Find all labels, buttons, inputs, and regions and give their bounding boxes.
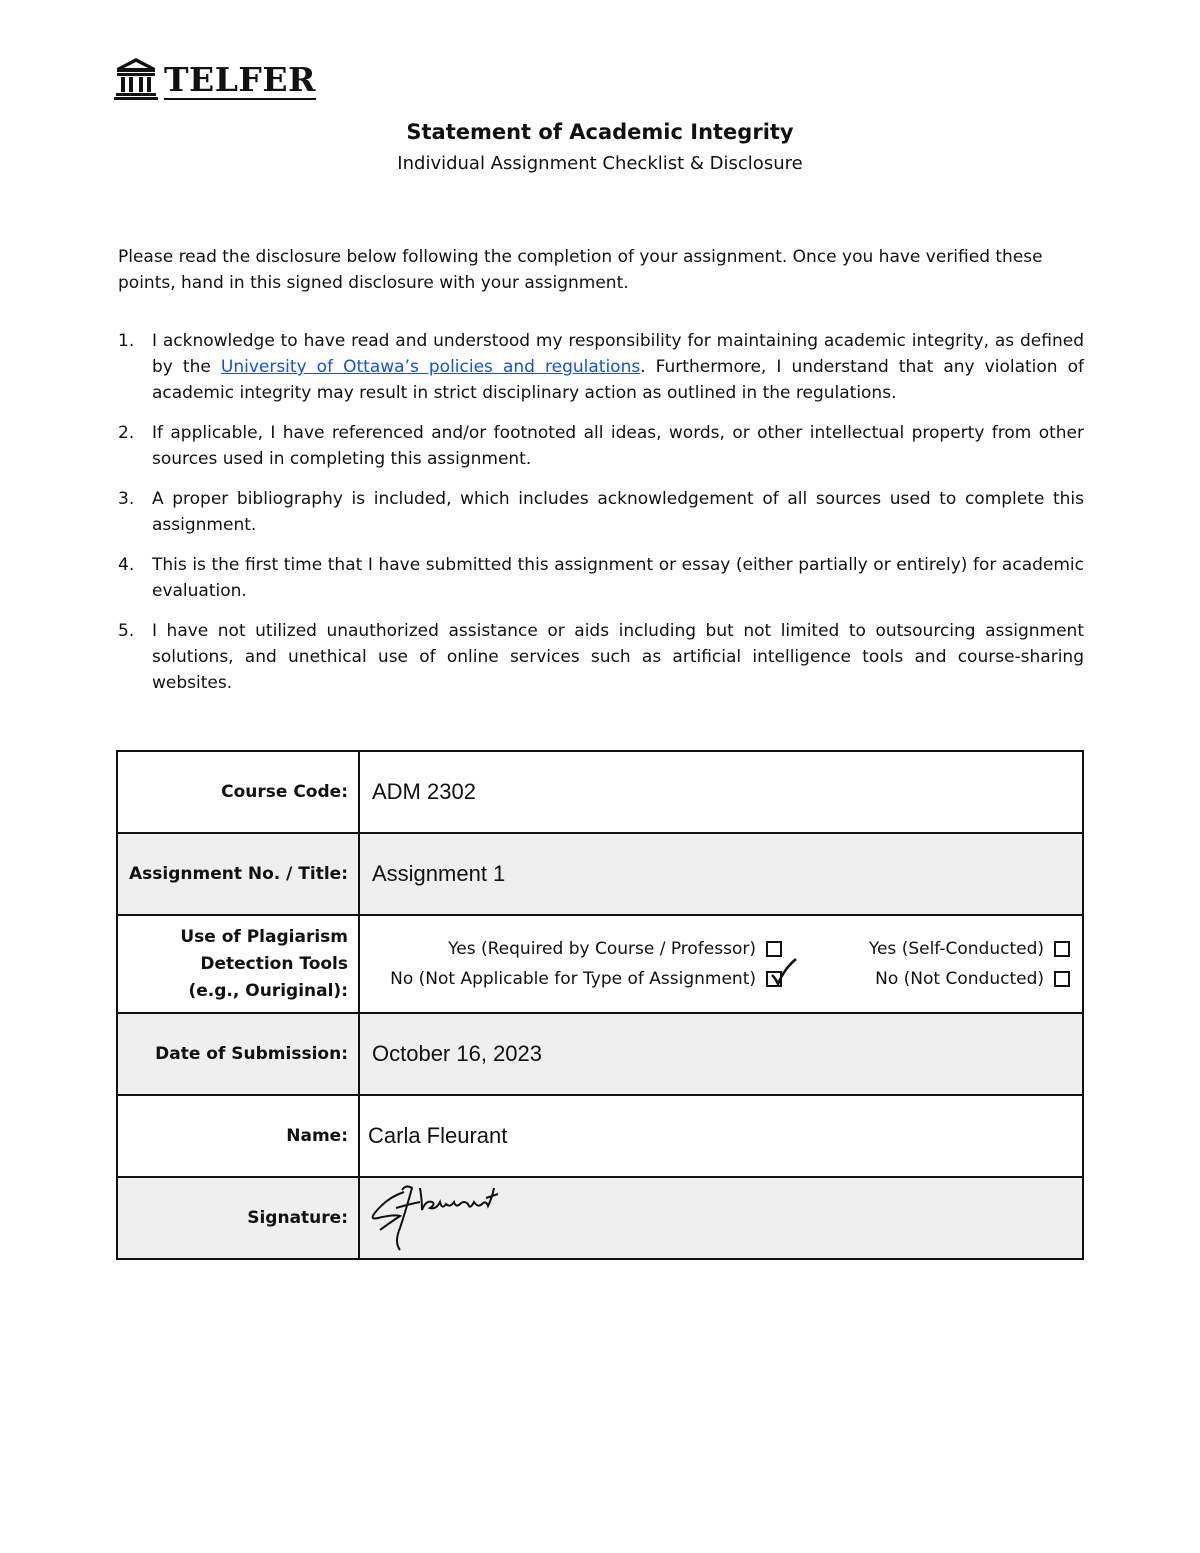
checklist-item [118, 328, 1084, 406]
checklist-item [118, 486, 1084, 538]
checkmark-icon [768, 957, 798, 987]
plagiarism-label-line: (e.g., Ouriginal): [188, 980, 348, 1001]
name-label: Name: [117, 1095, 359, 1177]
intro-paragraph: Please read the disclosure below following the completion of your assignment. Once you have verified these points, hand in this signed disclosure with your assignment. [118, 247, 1043, 293]
page-subtitle: Individual Assignment Checklist & Disclosure [397, 153, 803, 174]
item-number: 1. [118, 331, 135, 351]
checkbox-no-not-applicable[interactable] [766, 971, 782, 987]
option-no-not-applicable[interactable] [370, 969, 782, 989]
policies-link[interactable]: University of Ottawa’s policies and regulations [220, 357, 641, 377]
building-columns-icon [114, 56, 158, 100]
plagiarism-label-line: Use of Plagiarism [180, 926, 348, 947]
telfer-logo [114, 56, 316, 100]
form-row-assignment [117, 833, 1083, 915]
option-label: No (Not Conducted) [875, 969, 1044, 989]
item-text: A proper bibliography is included, which includes acknowledgement of all sources used to complete this assignment. [152, 489, 1084, 535]
plagiarism-label [117, 915, 359, 1013]
signature-field[interactable] [359, 1177, 1083, 1259]
signature-label: Signature: [117, 1177, 359, 1259]
assignment-field[interactable]: Assignment 1 [359, 833, 1083, 915]
item-text: This is the first time that I have submitted this assignment or essay (either partially or entirely) for academic evaluation. [152, 555, 1084, 601]
form-row-name [117, 1095, 1083, 1177]
checklist-item [118, 420, 1084, 472]
checklist [118, 328, 1084, 710]
item-text: If applicable, I have referenced and/or footnoted all ideas, words, or other intellectual property from other sources used in completing this assignment. [152, 423, 1084, 469]
option-label: No (Not Applicable for Type of Assignment) [390, 969, 756, 989]
checkbox-no-not-conducted[interactable] [1054, 971, 1070, 987]
option-label: Yes (Self-Conducted) [868, 939, 1044, 959]
checkbox-yes-required[interactable] [766, 941, 782, 957]
page-title: Statement of Academic Integrity [406, 120, 794, 144]
item-number: 2. [118, 423, 135, 443]
checklist-item [118, 618, 1084, 696]
option-no-not-conducted[interactable] [782, 969, 1070, 989]
checklist-item [118, 552, 1084, 604]
date-field[interactable]: October 16, 2023 [359, 1013, 1083, 1095]
logo-wordmark: TELFER [164, 60, 316, 99]
submission-form [116, 750, 1084, 1260]
item-text: . Furthermore, I understand that any violation of academic integrity may result in strict disciplinary action as outlined in the regulations. [152, 357, 1085, 403]
option-yes-self[interactable] [782, 939, 1070, 959]
name-field[interactable]: Carla Fleurant [359, 1095, 1083, 1177]
date-label: Date of Submission: [117, 1013, 359, 1095]
form-row-date [117, 1013, 1083, 1095]
plagiarism-options [359, 915, 1083, 1013]
option-label: Yes (Required by Course / Professor) [448, 939, 756, 959]
checkbox-yes-self[interactable] [1054, 941, 1070, 957]
assignment-label: Assignment No. / Title: [117, 833, 359, 915]
form-row-plagiarism [117, 915, 1083, 1013]
course-code-field[interactable]: ADM 2302 [359, 751, 1083, 833]
option-yes-required[interactable] [370, 939, 782, 959]
form-row-course [117, 751, 1083, 833]
form-row-signature [117, 1177, 1083, 1259]
item-text: I acknowledge to have read and understood my responsibility for maintaining academic integrity, as defined by the [152, 331, 1084, 377]
item-number: 5. [118, 621, 135, 641]
item-number: 4. [118, 555, 135, 575]
course-code-label: Course Code: [117, 751, 359, 833]
signature-image [366, 1180, 516, 1256]
item-number: 3. [118, 489, 135, 509]
plagiarism-label-line: Detection Tools [200, 953, 348, 974]
item-text: I have not utilized unauthorized assistance or aids including but not limited to outsourcing assignment solutions, and unethical use of online services such as artificial intelligence tools and course-sharing websites. [152, 621, 1084, 693]
